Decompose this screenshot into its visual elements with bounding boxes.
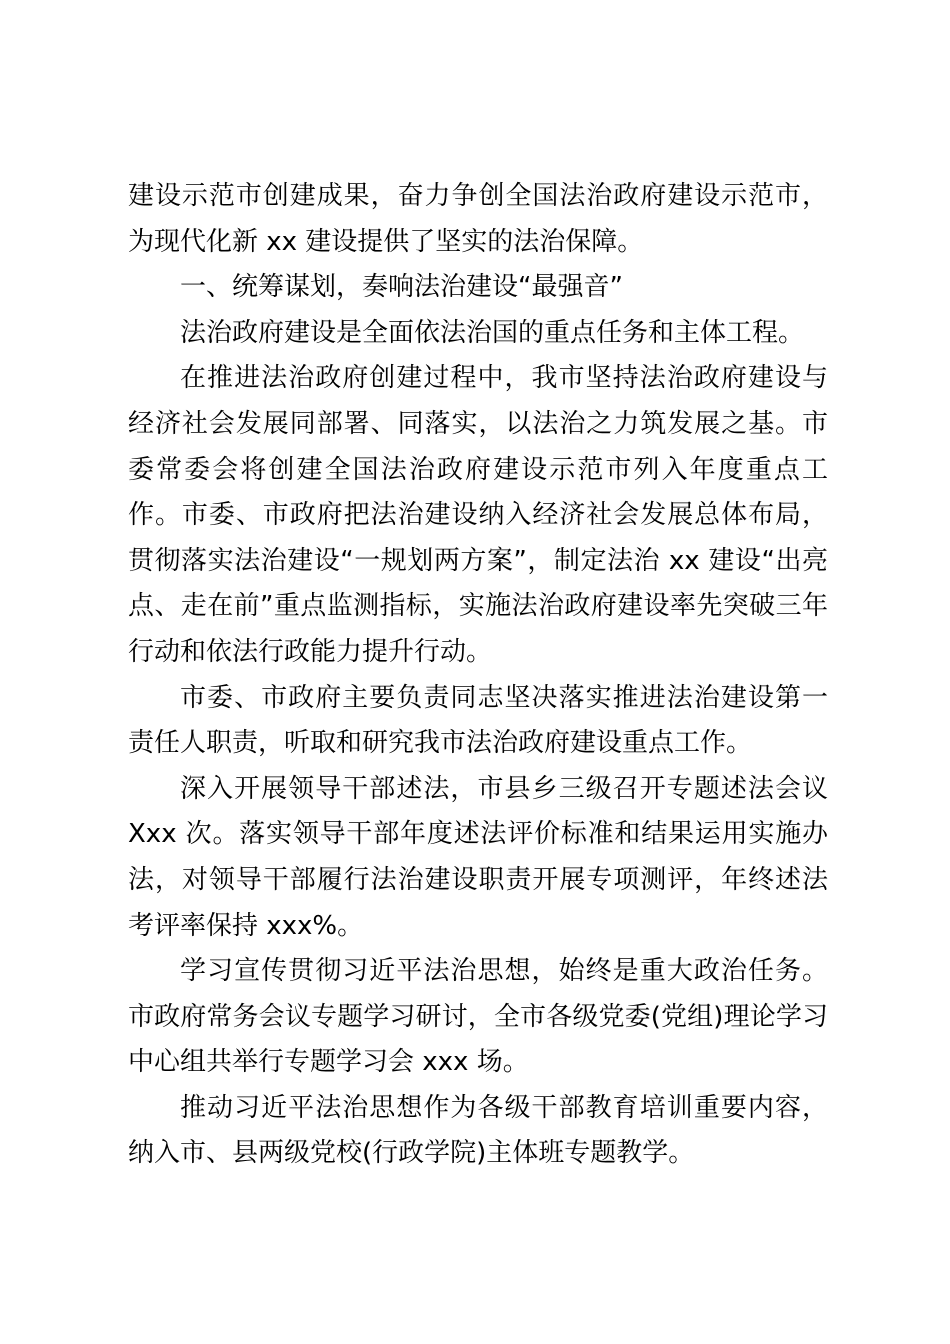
paragraph: 法治政府建设是全面依法治国的重点任务和主体工程。 bbox=[180, 317, 805, 348]
paragraph: 推动习近平法治思想作为各级干部教育培训重要内容，纳入市、县两级党校(行政学院)主体班专题教学。 bbox=[128, 1092, 828, 1169]
paragraph: 深入开展领导干部述法，市县乡三级召开专题述法会议 Xxx 次。落实领导干部年度述法评价标准和结果运用实施办法，对领导干部履行法治建设职责开展专项测评，年终述法考评率保持 xxx%。 bbox=[128, 773, 828, 941]
paragraph: 市委、市政府主要负责同志坚决落实推进法治建设第一责任人职责，听取和研究我市法治政府建设重点工作。 bbox=[128, 682, 828, 759]
paragraph: 学习宣传贯彻习近平法治思想，始终是重大政治任务。市政府常务会议专题学习研讨，全市各级党委(党组)理论学习中心组共举行专题学习会 xxx 场。 bbox=[128, 956, 828, 1078]
paragraph: 在推进法治政府创建过程中，我市坚持法治政府建设与经济社会发展同部署、同落实，以法治之力筑发展之基。市委常委会将创建全国法治政府建设示范市列入年度重点工作。市委、市政府把法治建设纳入经济社会发展总体布局，贯彻落实法治建设“一规划两方案”，制定法治 xx 建设“出亮点、走在前”重点监测指标，实施法治政府建设率先突破三年行动和依法行政能力提升行动。 bbox=[128, 363, 828, 667]
section-heading: 一、统筹谋划，奏响法治建设“最强音” bbox=[180, 272, 623, 303]
paragraph-continuation: 建设示范市创建成果，奋力争创全国法治政府建设示范市，为现代化新 xx 建设提供了坚实的法治保障。 bbox=[128, 181, 828, 257]
document-body bbox=[128, 174, 828, 1177]
